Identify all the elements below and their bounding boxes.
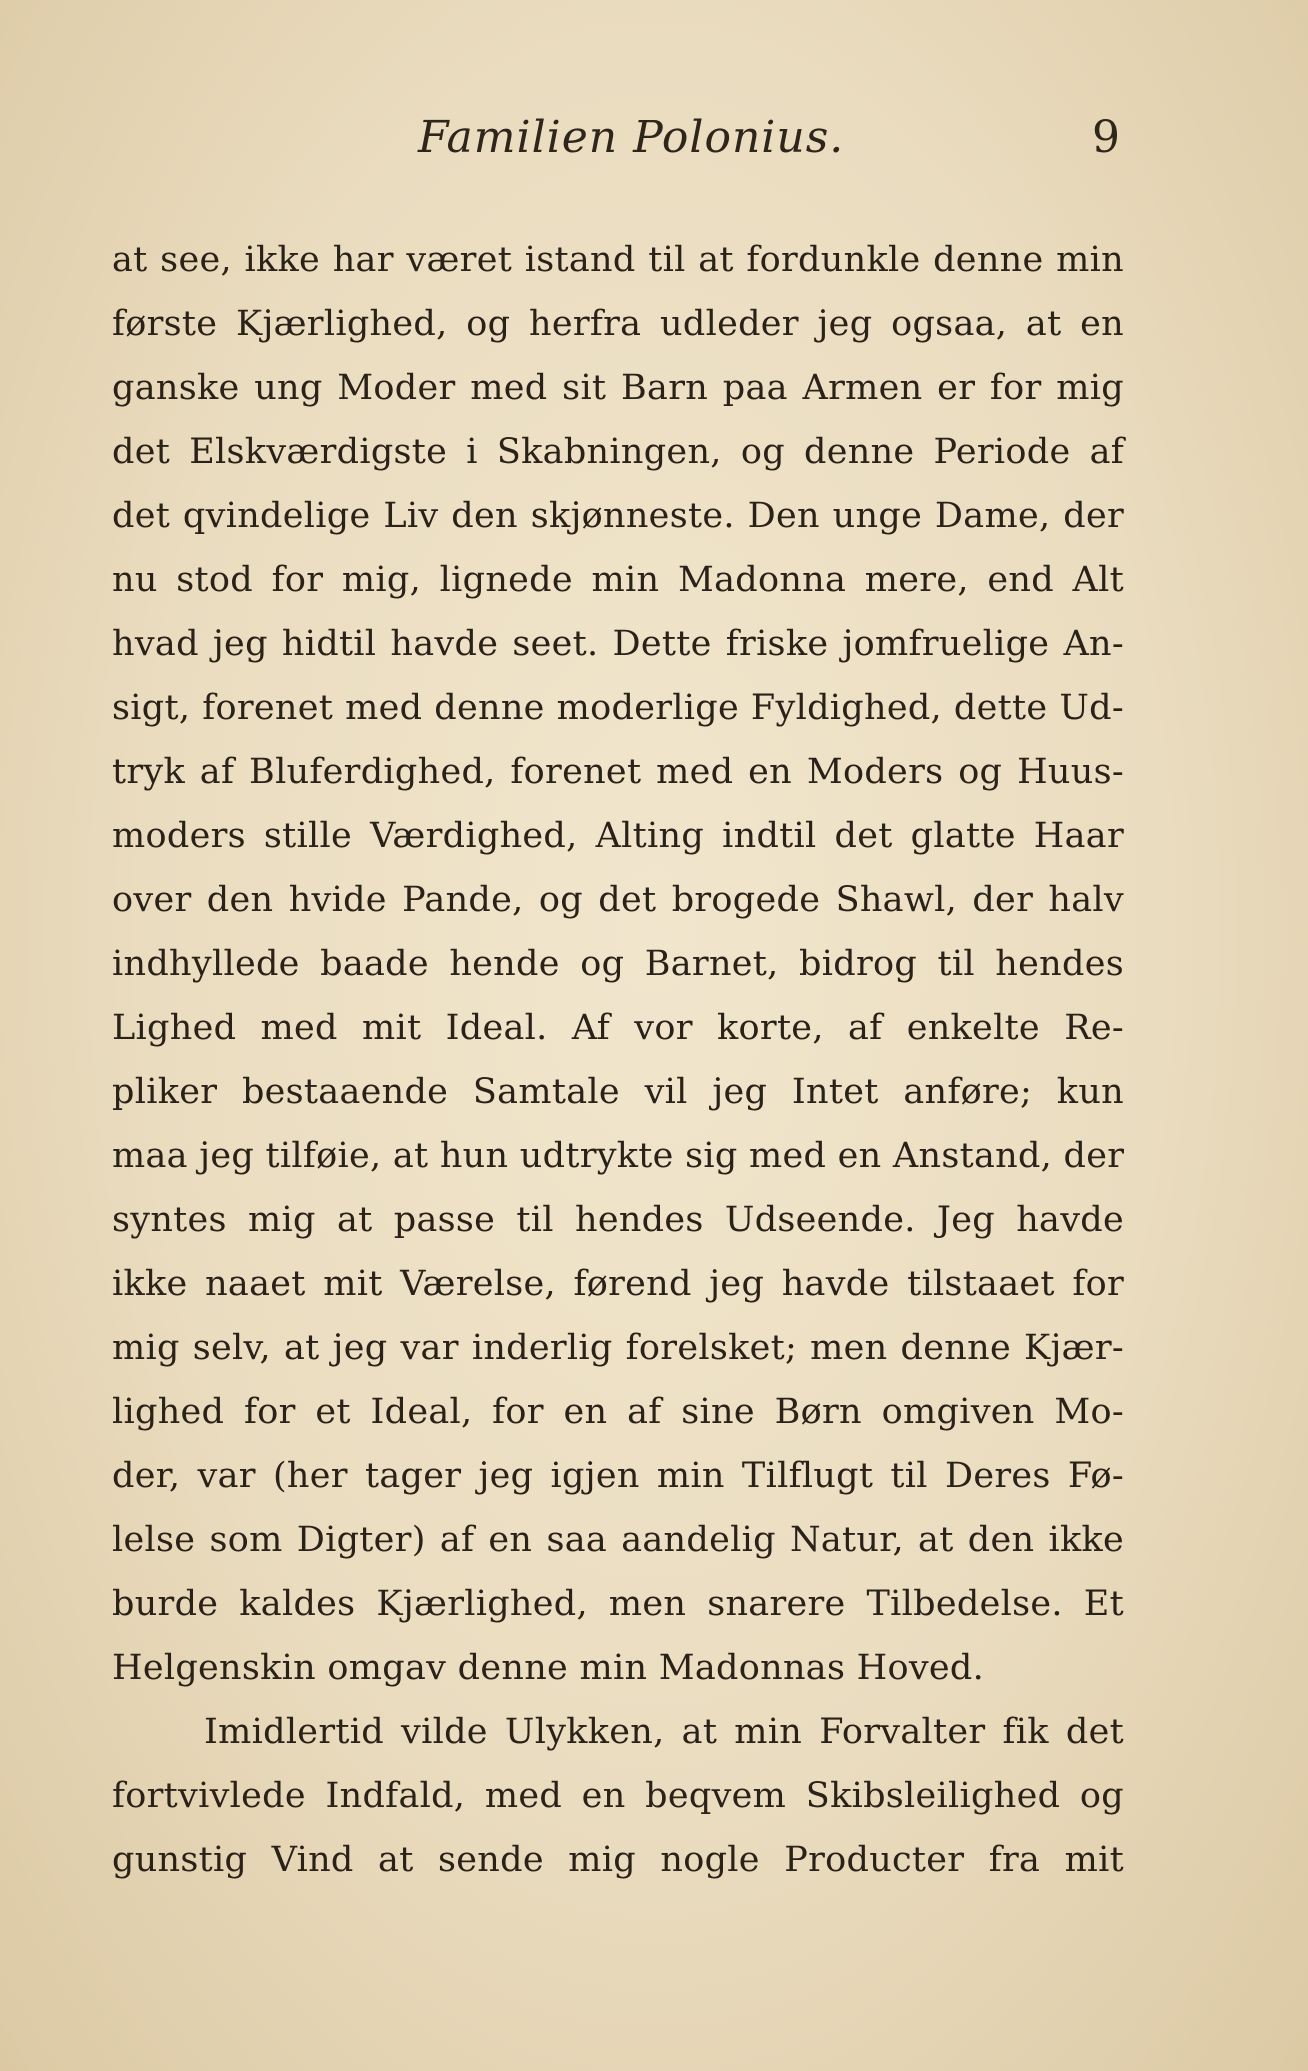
text-line: over den hvide Pande, og det brogede Shawl, der halv [112,880,1124,920]
text-line: indhyllede baade hende og Barnet, bidrog til hendes [112,944,1124,984]
running-title: Familien Polonius. [418,112,845,163]
text-line: lighed for et Ideal, for en af sine Børn omgiven Mo- [112,1392,1124,1432]
text-line: første Kjærlighed, og herfra udleder jeg ogsaa, at en [112,304,1124,344]
text-line: maa jeg tilføie, at hun udtrykte sig med en Anstand, der [112,1136,1125,1176]
text-line: burde kaldes Kjærlighed, men snarere Tilbedelse. Et [112,1584,1124,1624]
text-line: fortvivlede Indfald, med en beqvem Skibsleilighed og [112,1776,1124,1816]
text-line: mig selv, at jeg var inderlig forelsket; men denne Kjær- [112,1328,1124,1368]
text-line: pliker bestaaende Samtale vil jeg Intet anføre; kun [112,1072,1124,1112]
text-line: sigt, forenet med denne moderlige Fyldighed, dette Ud- [112,688,1124,728]
text-line: det Elskværdigste i Skabningen, og denne Periode af [112,432,1124,472]
running-head [0,112,1308,172]
text-line: ganske ung Moder med sit Barn paa Armen er for mig [112,368,1124,408]
text-line: der, var (her tager jeg igjen min Tilflugt til Deres Fø- [112,1456,1124,1496]
text-line: tryk af Bluferdighed, forenet med en Moders og Huus- [112,752,1124,792]
text-line: gunstig Vind at sende mig nogle Producter fra mit [112,1840,1124,1880]
text-line: syntes mig at passe til hendes Udseende. Jeg havde [112,1200,1124,1240]
text-line: hvad jeg hidtil havde seet. Dette friske jomfruelige An- [112,624,1124,664]
page-number: 9 [1092,112,1120,163]
text-line: nu stod for mig, lignede min Madonna mere, end Alt [112,560,1124,600]
text-line: det qvindelige Liv den skjønneste. Den unge Dame, der [112,496,1124,536]
text-line: moders stille Værdighed, Alting indtil det glatte Haar [112,816,1124,856]
text-line: lelse som Digter) af en saa aandelig Natur, at den ikke [112,1520,1124,1560]
text-line: ikke naaet mit Værelse, førend jeg havde tilstaaet for [112,1264,1124,1304]
text-line: Helgenskin omgav denne min Madonnas Hoved. [112,1648,985,1688]
body-text [112,228,1124,1892]
text-line: at see, ikke har været istand til at fordunkle denne min [112,240,1124,280]
text-line: Lighed med mit Ideal. Af vor korte, af enkelte Re- [112,1008,1124,1048]
text-line: Imidlertid vilde Ulykken, at min Forvalter fik det [204,1712,1124,1752]
